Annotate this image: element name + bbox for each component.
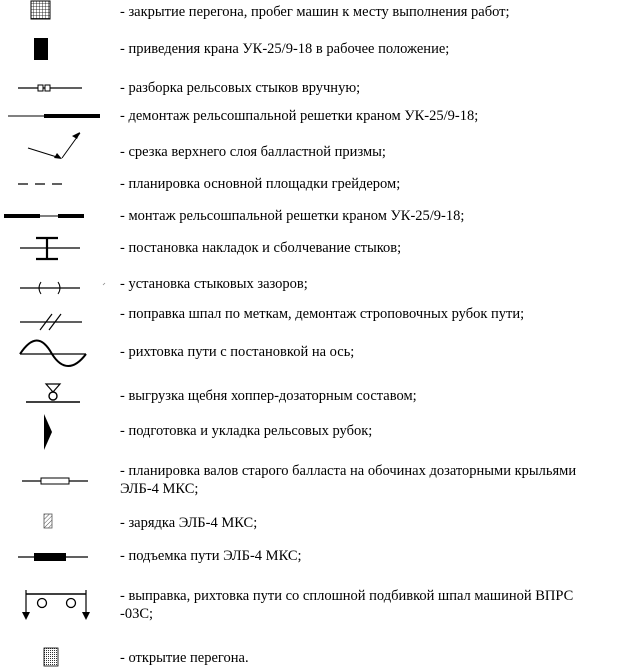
arrow-cut-icon [0,128,110,172]
legend-row [0,34,624,64]
legend-text: - подъемка пути ЭЛБ-4 МКС; [120,548,302,564]
legend-row [0,128,624,172]
legend-row [0,0,624,28]
legend-row [0,104,624,128]
legend-text: - подготовка и укладка рельсовых рубок; [120,423,373,439]
legend-row [0,458,624,498]
legend-row [0,544,624,570]
black-rectangle-icon [0,34,110,64]
legend-text: - открытие перегона. [120,650,249,666]
legend-row [0,174,624,196]
double-slash-line-icon [0,302,110,332]
legend-text: - планировка валов старого балласта на обочинах дозаторными крыльями ЭЛБ-4 МКС; [120,463,577,497]
legend-text: - приведения крана УК-25/9-18 в рабочее положение; [120,41,450,57]
legend-text: - постановка накладок и сболчевание стыков; [120,240,402,256]
machine-with-arrows-icon [0,584,110,624]
legend-text: - закрытие перегона, пробег машин к месту выполнения работ; [120,4,510,20]
bracketed-line-icon [0,272,110,298]
dotted-square-icon [0,644,110,670]
legend-row [0,232,624,264]
legend-row [0,376,624,412]
legend-text: - разборка рельсовых стыков вручную; [120,80,361,96]
line-with-black-block-icon [0,544,110,570]
legend-row [0,338,624,368]
legend-row [0,584,624,624]
legend-row [0,272,624,298]
wave-line-icon [0,338,110,368]
legend-row [0,204,624,228]
legend-text: - срезка верхнего слоя балластной призмы; [120,144,386,160]
legend-text: - выправка, рихтовка пути со сплошной подбивкой шпал машиной ВПРС -03С; [120,588,574,622]
legend-text: - выгрузка щебня хоппер-дозаторным составом; [120,388,417,404]
i-beam-line-icon [0,232,110,264]
thick-line-gap-icon [0,204,110,228]
legend-row [0,644,624,670]
black-wedge-icon [0,410,110,452]
joint-disassembly-icon [0,76,110,100]
crosshatched-square-icon [0,0,110,28]
legend-row [0,508,624,536]
legend-text: - зарядка ЭЛБ-4 МКС; [120,515,258,531]
hopper-line-icon [0,376,110,412]
legend-text: - планировка основной площадки грейдером; [120,176,401,192]
legend-text: - поправка шпал по меткам, демонтаж строповочных рубок пути; [120,306,525,322]
legend-text: - демонтаж рельсошпальной решетки краном УК-25/9-18; [120,108,479,124]
legend-row [0,410,624,452]
legend-row [0,302,624,332]
legend-text: - рихтовка пути с постановкой на ось; [120,344,355,360]
legend-text: - монтаж рельсошпальной решетки краном УК-25/9-18; [120,208,465,224]
legend-text: - установка стыковых зазоров; [120,276,308,292]
hatched-small-square-icon [0,508,110,536]
legend-row [0,76,624,100]
line-with-open-box-icon [0,458,110,498]
thin-to-thick-line-icon [0,104,110,128]
dashed-line-icon [0,174,110,196]
